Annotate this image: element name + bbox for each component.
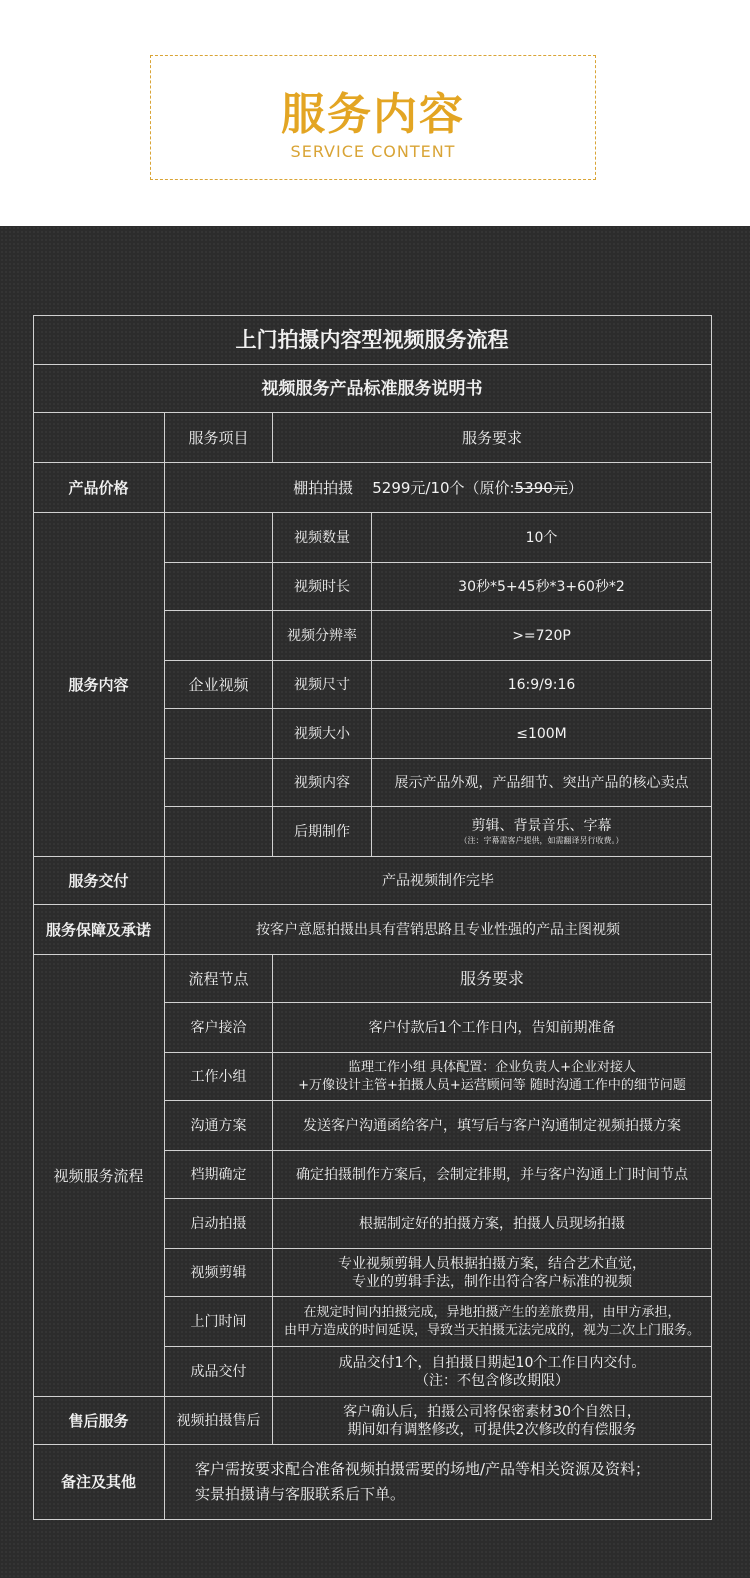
category-spacer [165, 709, 273, 759]
spec-key: 视频尺寸 [273, 661, 372, 709]
after-sale-label: 售后服务 [33, 1397, 165, 1445]
remarks-line: 实景拍摄请与客服联系后下单。 [195, 1485, 406, 1503]
spec-key: 视频数量 [273, 513, 372, 563]
process-req [273, 1151, 712, 1199]
price-text: 棚拍拍摄 5299元/10个（原价: [293, 478, 515, 497]
process-req-line: 客户付款后1个工作日内，告知前期准备 [368, 1019, 616, 1036]
spec-value-post [372, 807, 712, 857]
column-header-item: 服务项目 [165, 413, 273, 463]
header-empty-cell [33, 413, 165, 463]
process-req-line: 专业视频剪辑人员根据拍摄方案，结合艺术直觉， [338, 1255, 646, 1272]
price-suffix: ） [567, 478, 583, 497]
spec-value: >=720P [372, 611, 712, 661]
process-node: 上门时间 [165, 1297, 273, 1347]
price-label: 产品价格 [33, 463, 165, 513]
category-spacer [165, 611, 273, 661]
original-price: 5390元 [514, 478, 568, 497]
price-value [165, 463, 712, 513]
remarks-line: 客户需按要求配合准备视频拍摄需要的场地/产品等相关资源及资料； [195, 1460, 651, 1478]
process-req [273, 1297, 712, 1347]
process-req-line: 根据制定好的拍摄方案，拍摄人员现场拍摄 [359, 1215, 625, 1232]
process-req [273, 1199, 712, 1249]
category-label: 企业视频 [165, 661, 273, 709]
category-spacer [165, 513, 273, 563]
after-sale-line: 客户确认后，拍摄公司将保密素材30个自然日， [343, 1403, 641, 1420]
process-req-line: 成品交付1个，自拍摄日期起10个工作日内交付。 [338, 1354, 646, 1371]
process-node: 沟通方案 [165, 1101, 273, 1151]
delivery-label: 服务交付 [33, 857, 165, 905]
spec-value: ≤100M [372, 709, 712, 759]
process-req-line: （注：不包含修改期限） [415, 1372, 569, 1389]
process-node: 档期确定 [165, 1151, 273, 1199]
process-req-line: 专业的剪辑手法，制作出符合客户标准的视频 [352, 1273, 632, 1290]
process-node: 工作小组 [165, 1053, 273, 1101]
process-req-line: 在规定时间内拍摄完成，异地拍摄产生的差旅费用，由甲方承担， [303, 1304, 681, 1320]
category-spacer [165, 759, 273, 807]
process-col-req: 服务要求 [273, 955, 712, 1003]
spec-value: 30秒*5+45秒*3+60秒*2 [372, 563, 712, 611]
after-sale-line: 期间如有调整修改，可提供2次修改的有偿服务 [347, 1421, 637, 1438]
spec-note: （注：字幕需客户提供，如需翻译另行收费。） [459, 836, 624, 845]
guarantee-label: 服务保障及承诺 [33, 905, 165, 955]
process-req-line: 发送客户沟通函给客户，填写后与客户沟通制定视频拍摄方案 [303, 1117, 681, 1134]
spec-value: 16:9/9:16 [372, 661, 712, 709]
spec-value: 剪辑、背景音乐、字幕 [471, 818, 612, 834]
spec-value: 展示产品外观，产品细节、突出产品的核心卖点 [372, 759, 712, 807]
process-req-line: 由甲方造成的时间延误，导致当天拍摄无法完成的，视为二次上门服务。 [283, 1322, 700, 1338]
process-req-line: 监理工作小组 具体配置：企业负责人+企业对接人 [347, 1059, 637, 1075]
process-node: 成品交付 [165, 1347, 273, 1397]
process-req-line: 确定拍摄制作方案后，会制定排期，并与客户沟通上门时间节点 [296, 1166, 688, 1183]
spec-value: 10个 [372, 513, 712, 563]
process-node: 客户接洽 [165, 1003, 273, 1053]
guarantee-value: 按客户意愿拍摄出具有营销思路且专业性强的产品主图视频 [165, 905, 712, 955]
remarks-value [165, 1445, 712, 1520]
spec-key: 视频内容 [273, 759, 372, 807]
category-spacer [165, 807, 273, 857]
process-req [273, 1053, 712, 1101]
process-node: 启动拍摄 [165, 1199, 273, 1249]
process-req [273, 1249, 712, 1297]
delivery-value: 产品视频制作完毕 [165, 857, 712, 905]
after-sale-item: 视频拍摄售后 [165, 1397, 273, 1445]
process-label: 视频服务流程 [33, 955, 165, 1397]
spec-key: 视频大小 [273, 709, 372, 759]
process-req [273, 1347, 712, 1397]
section-subtitle: SERVICE CONTENT [290, 142, 456, 161]
process-col-node: 流程节点 [165, 955, 273, 1003]
category-spacer [165, 563, 273, 611]
process-req [273, 1101, 712, 1151]
spec-key: 视频分辨率 [273, 611, 372, 661]
table-subtitle: 视频服务产品标准服务说明书 [33, 365, 712, 413]
section-title: 服务内容 [281, 89, 465, 140]
process-node: 视频剪辑 [165, 1249, 273, 1297]
spec-key: 后期制作 [273, 807, 372, 857]
table-title: 上门拍摄内容型视频服务流程 [33, 315, 712, 365]
spec-key: 视频时长 [273, 563, 372, 611]
after-sale-value [273, 1397, 712, 1445]
column-header-requirement: 服务要求 [273, 413, 712, 463]
content-label: 服务内容 [33, 513, 165, 857]
remarks-label: 备注及其他 [33, 1445, 165, 1520]
process-req-line: +万像设计主管+拍摄人员+运营顾问等 随时沟通工作中的细节问题 [298, 1077, 686, 1093]
process-req [273, 1003, 712, 1053]
